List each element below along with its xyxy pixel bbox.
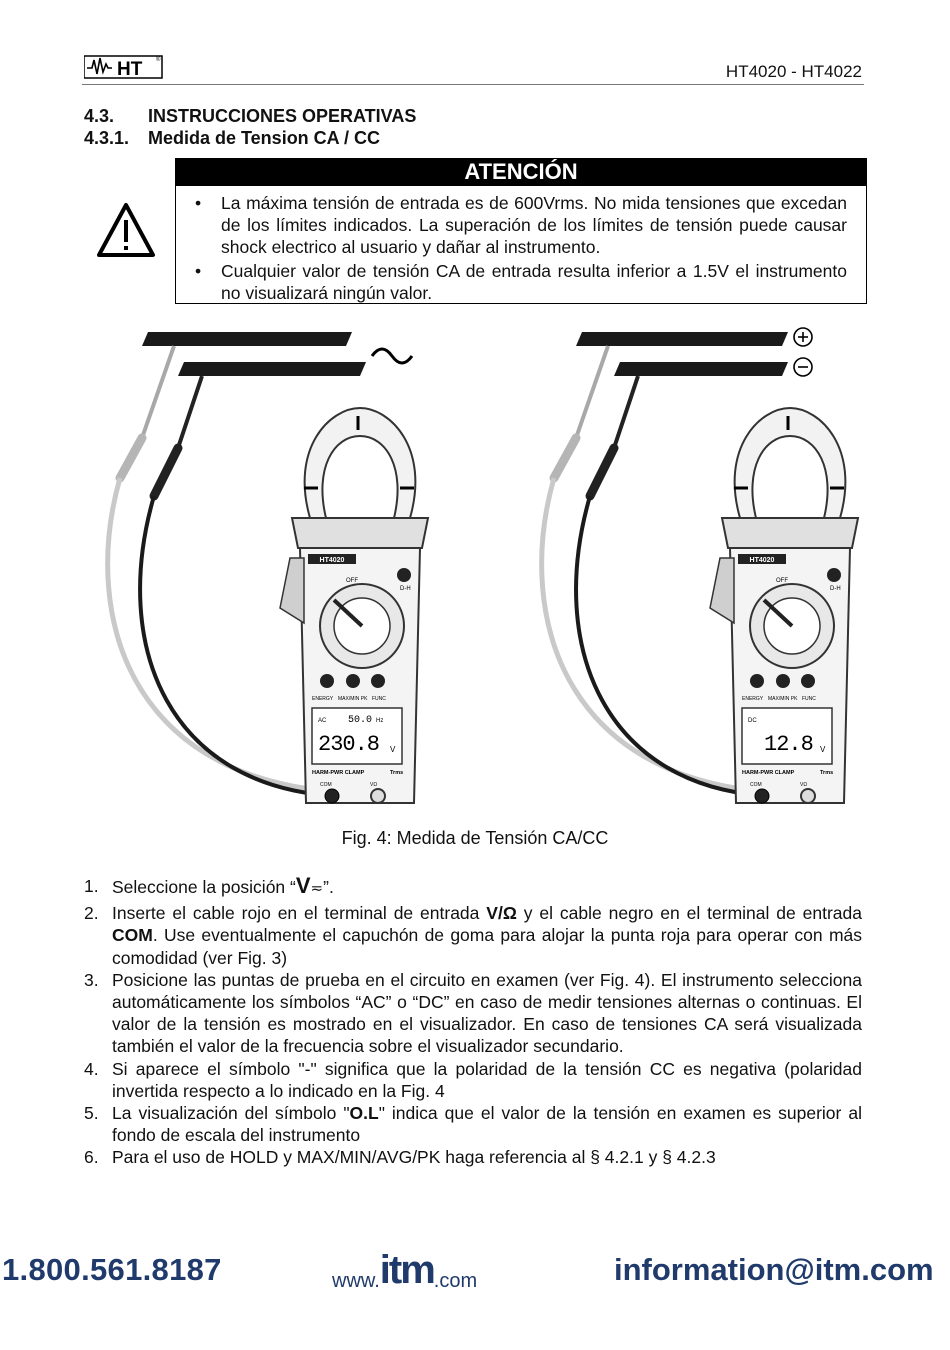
svg-text:HT4020: HT4020 [749,557,775,564]
svg-text:ENERGY: ENERGY [312,696,334,702]
footer-phone[interactable]: 1.800.561.8187 [2,1252,222,1287]
ac-conductors [142,332,412,376]
list-item: 3. Posicione las puntas de prueba en el circuito en examen (ver Fig. 4). El instrumento selecciona automáticamente los símbolos “AC” o “DC” en caso de medir tensiones alternas o continuas. El valor de la tensión es mostrado en el visualizador. En caso de tensiones CA será visualizada también el valor de la frecuencia sobre el visualizador secundario. [84,969,862,1057]
list-item: 2. Inserte el cable rojo en el terminal de entrada V/Ω y el cable negro en el terminal de entrada COM. Use eventualmente el capuchón de goma para alojar la punta roja para operar con más comodidad (ver Fig. 3) [84,903,862,968]
subsection-title: Medida de Tension CA / CC [148,128,381,148]
svg-text:OFF: OFF [776,578,788,584]
svg-text:HT4020: HT4020 [319,557,345,564]
list-item: 1. Seleccione la posición “V≂”. [84,873,334,898]
list-item: 4. Si aparece el símbolo "-" significa que la polaridad de la tensión CC es negativa (polaridad invertida respecto a lo indicado en la Fig. 4 [84,1058,862,1101]
svg-text:HARM-PWR CLAMP: HARM-PWR CLAMP [312,770,365,776]
right-clamp-meter [710,408,858,803]
measurement-diagram [90,318,870,818]
svg-text:VΩ: VΩ [800,782,808,788]
warning-bullet: • Cualquier valor de tensión CA de entrada resulta inferior a 1.5V el instrumento no visualizará ningún valor. [195,261,847,303]
svg-text:HARM-PWR CLAMP: HARM-PWR CLAMP [742,770,795,776]
warning-triangle-icon [96,202,156,258]
svg-text:AC: AC [318,718,327,724]
svg-text:MAX/MIN PK: MAX/MIN PK [338,696,368,702]
svg-text:V: V [820,745,826,754]
svg-text:OFF: OFF [346,578,358,584]
document-model: HT4020 - HT4022 [725,62,862,81]
svg-text:D-H: D-H [400,586,411,592]
svg-text:D-H: D-H [830,586,841,592]
svg-text:V: V [390,745,396,754]
section-title: INSTRUCCIONES OPERATIVAS [148,106,417,126]
svg-text:VΩ: VΩ [370,782,378,788]
ht-logo [84,52,164,80]
svg-text:12.8: 12.8 [764,732,813,757]
footer-email[interactable]: information@itm.com [614,1252,934,1287]
dc-conductors [576,328,812,376]
warning-title: ATENCIÓN [175,158,867,186]
subsection-number: 4.3.1. [84,128,130,148]
footer-website-link[interactable]: www.itm.com [332,1248,478,1292]
svg-text:ENERGY: ENERGY [742,696,764,702]
warning-bullet: • La máxima tensión de entrada es de 600Vrms. No mida tensiones que excedan de los límites indicados. La superación de los límites de tensión puede causar shock electrico al usuario y dañar al instrumento. [195,193,847,257]
svg-text:Trms: Trms [390,770,404,776]
itm-logo: itm [379,1248,434,1292]
svg-text:DC: DC [748,718,757,724]
ac-symbol-icon [372,349,412,363]
svg-text:®: ® [156,57,161,63]
svg-text:FUNC: FUNC [372,696,386,702]
steps-list [84,875,862,1169]
list-item: 5. La visualización del símbolo "O.L" indica que el valor de la tensión en examen es superior al fondo de escala del instrumento [84,1103,862,1146]
section-number: 4.3. [84,106,115,126]
list-item: 6. Para el uso de HOLD y MAX/MIN/AVG/PK haga referencia al § 4.2.1 y § 4.2.3 [84,1147,716,1168]
svg-text:MAX/MIN PK: MAX/MIN PK [768,696,798,702]
logo-brand-text: HT [117,59,143,80]
header-divider [82,84,864,85]
subsection-heading [84,128,380,149]
svg-text:COM: COM [750,782,762,788]
left-clamp-meter [280,408,428,803]
svg-text:230.8: 230.8 [318,732,380,757]
voltage-symbol-icon: V [295,873,311,898]
svg-text:COM: COM [320,782,332,788]
svg-text:50.0: 50.0 [347,715,372,726]
figure-caption: Fig. 4: Medida de Tensión CA/CC [341,828,609,848]
svg-text:FUNC: FUNC [802,696,816,702]
svg-text:Hz: Hz [376,718,384,724]
section-heading [84,106,416,127]
svg-text:Trms: Trms [820,770,834,776]
